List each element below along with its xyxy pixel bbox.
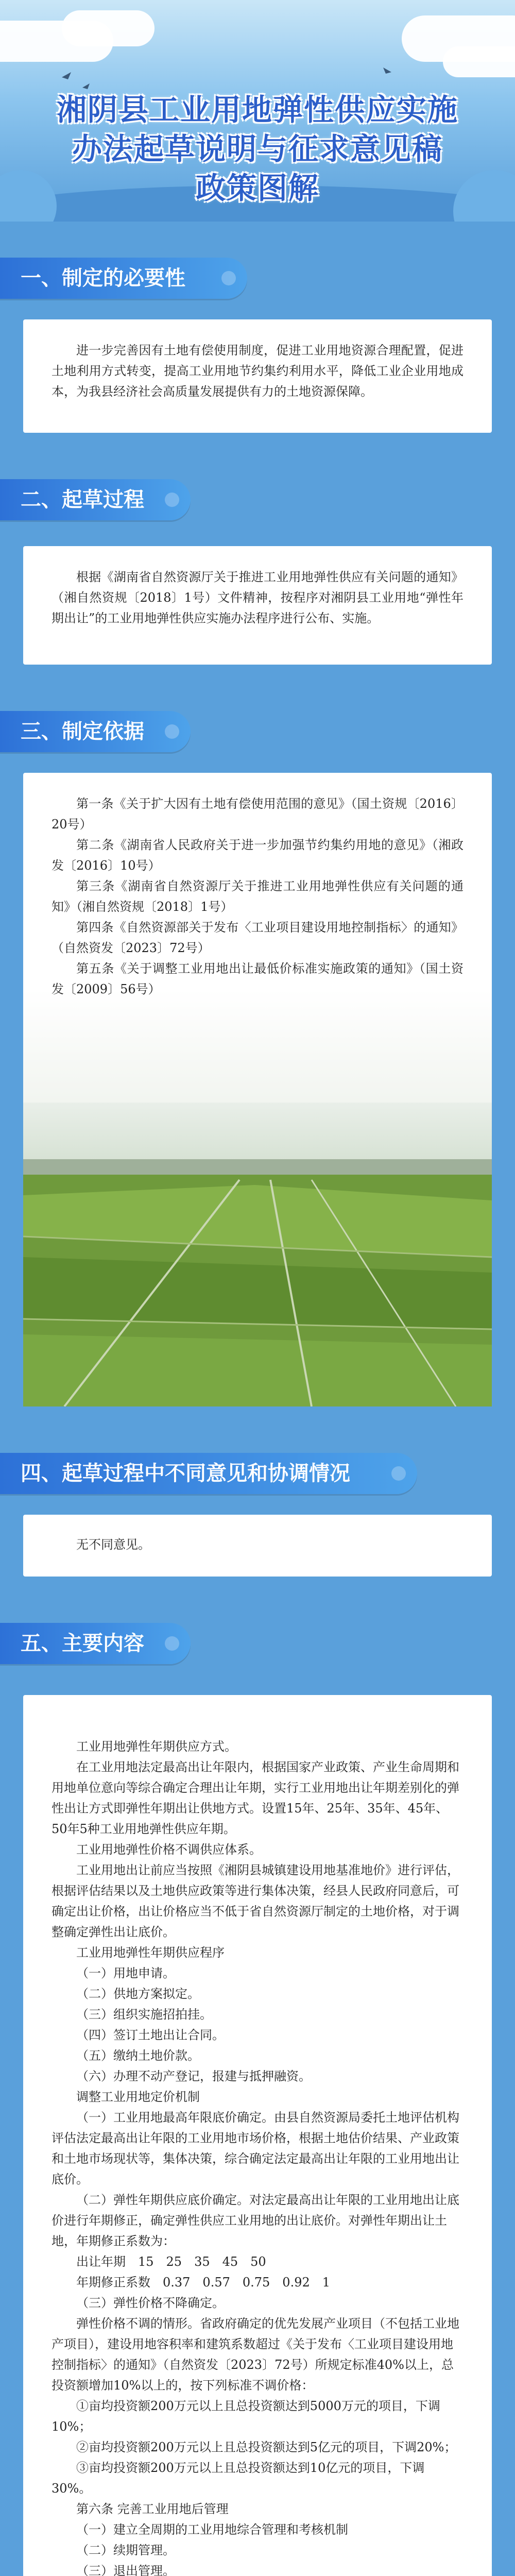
section-heading-opinions: 四、起草过程中不同意见和协调情况 bbox=[0, 1453, 417, 1494]
content-line: （一）用地申请。 bbox=[76, 1966, 175, 1980]
content-body bbox=[52, 1736, 464, 2576]
page-title bbox=[31, 90, 484, 209]
content-line: （二）续期管理。 bbox=[76, 2543, 175, 2557]
bird-icon bbox=[383, 67, 391, 74]
section-heading-content: 五、主要内容 bbox=[0, 1623, 191, 1664]
content-line: ③亩均投资额200万元以上且总投资额达到10亿元的项目，下调30%。 bbox=[52, 2461, 425, 2496]
content-line: （三）弹性价格不降确定。 bbox=[76, 2296, 225, 2310]
basis-card bbox=[23, 773, 492, 1133]
farmland-photo bbox=[23, 1103, 492, 1406]
title-line-1: 湘阴县工业用地弹性供应实施 bbox=[56, 92, 458, 127]
content-line: 工业用地弹性年期供应方式。 bbox=[76, 1739, 237, 1754]
content-line: ②亩均投资额200万元以上且总投资额达到5亿元的项目，下调20%； bbox=[76, 2440, 457, 2454]
basis-item: 第三条《湖南省自然资源厅关于推进工业用地弹性供应有关问题的通知》（湘自然资规〔2018〕1号） bbox=[52, 879, 464, 914]
content-line: 出让年期 15 25 35 45 50 bbox=[76, 2255, 266, 2269]
content-line: 第六条 完善工业用地后管理 bbox=[76, 2502, 229, 2516]
bird-icon bbox=[82, 83, 90, 89]
content-line: （一）建立全周期的工业用地综合管理和考核机制 bbox=[76, 2522, 348, 2537]
content-line: （六）办理不动产登记，报建与抵押融资。 bbox=[76, 2069, 311, 2083]
basis-item: 第四条《自然资源部关于发布〈工业项目建设用地控制指标〉的通知》（自然资发〔2023〕72号） bbox=[52, 920, 464, 955]
content-line: 工业用地弹性年期供应程序 bbox=[76, 1945, 225, 1960]
content-card bbox=[23, 1695, 492, 2576]
content-line: （四）签订土地出让合同。 bbox=[76, 2028, 225, 2042]
content-line: 调整工业用地定价机制 bbox=[76, 2090, 200, 2104]
farmland-illustration bbox=[23, 1103, 492, 1406]
necessity-card bbox=[23, 319, 492, 433]
header-banner bbox=[0, 0, 515, 222]
section-heading-necessity: 一、制定的必要性 bbox=[0, 258, 247, 299]
necessity-text: 进一步完善因有土地有偿使用制度，促进工业用地资源合理配置，促进土地利用方式转变，提高工业用地节约集约利用水平，降低工业企业用地成本，为我县经济社会高质量发展提供有力的土地资源保障。 bbox=[52, 343, 464, 399]
drafting-card bbox=[23, 546, 492, 665]
basis-item: 第五条《关于调整工业用地出让最低价标准实施政策的通知》（国土资发〔2009〕56号） bbox=[52, 961, 464, 996]
basis-item: 第一条《关于扩大因有土地有偿使用范围的意见》（国土资规〔2016〕20号） bbox=[52, 796, 464, 832]
drafting-text: 根据《湖南省自然资源厅关于推进工业用地弹性供应有关问题的通知》（湘自然资规〔2018〕1号）文件精神，按程序对湘阴县工业用地“弹性年期出让”的工业用地弹性供应实施办法程序进行公布、实施。 bbox=[52, 570, 464, 625]
content-line: （一）工业用地最高年限底价确定。由县自然资源局委托土地评估机构评估法定最高出让年限的工业用地市场价格，根据土地估价结果、产业政策和土地市场现状等，集体决策，综合确定法定最高出让年限的工业用地出让底价。 bbox=[52, 2110, 459, 2187]
section-heading-drafting: 二、起草过程 bbox=[0, 479, 191, 520]
content-line: （五）缴纳土地价款。 bbox=[76, 2048, 200, 2063]
opinions-text: 无不同意见。 bbox=[76, 1537, 150, 1552]
title-line-3: 政策图解 bbox=[195, 171, 319, 206]
basis-item: 第二条《湖南省人民政府关于进一步加强节约集约用地的意见》（湘政发〔2016〕10号） bbox=[52, 838, 464, 873]
content-line: （三）组织实施招拍挂。 bbox=[76, 2007, 212, 2022]
opinions-card bbox=[23, 1515, 492, 1577]
content-line: 年期修正系数 0.37 0.57 0.75 0.92 1 bbox=[76, 2275, 331, 2290]
content-line: ①亩均投资额200万元以上且总投资额达到5000万元的项目，下调10%； bbox=[52, 2399, 440, 2434]
section-heading-basis: 三、制定依据 bbox=[0, 711, 191, 752]
content-line: 弹性价格不调的情形。省政府确定的优先发展产业项目（不包括工业地产项目），建设用地容积率和建筑系数超过《关于发布〈工业项目建设用地控制指标〉的通知》（自然资发〔2023〕72号）所规定标准40%以上，总投资额增加10%以上的，按下列标准不调价格： bbox=[52, 2316, 459, 2393]
content-line: （二）弹性年期供应底价确定。对法定最高出让年限的工业用地出让底价进行年期修正，确定弹性供应工业用地的出让底价。对弹性年期出让土地，年期修正系数为： bbox=[52, 2193, 459, 2248]
content-line: 在工业用地法定最高出让年限内，根据国家产业政策、产业生命周期和用地单位意向等综合确定合理出让年期，实行工业用地出让年期差别化的弹性出让方式即弹性年期出让供地方式。设置15年、25年、35年、45年、50年5种工业用地弹性供应年期。 bbox=[52, 1760, 459, 1836]
content-line: （二）供地方案拟定。 bbox=[76, 1987, 200, 2001]
content-line: （三）退出管理。 bbox=[76, 2564, 175, 2576]
content-line: 工业用地弹性价格不调供应体系。 bbox=[76, 1842, 262, 1857]
bird-icon bbox=[62, 72, 71, 79]
content-line: 工业用地出让前应当按照《湘阴县城镇建设用地基准地价》进行评估，根据评估结果以及土地供应政策等进行集体决策，经县人民政府同意后，可确定出让价格，出让价格应当不低于省自然资源厅制定的土地价格，对于调整确定弹性出让底价。 bbox=[52, 1863, 459, 1939]
title-line-2: 办法起草说明与征求意见稿 bbox=[72, 131, 443, 166]
